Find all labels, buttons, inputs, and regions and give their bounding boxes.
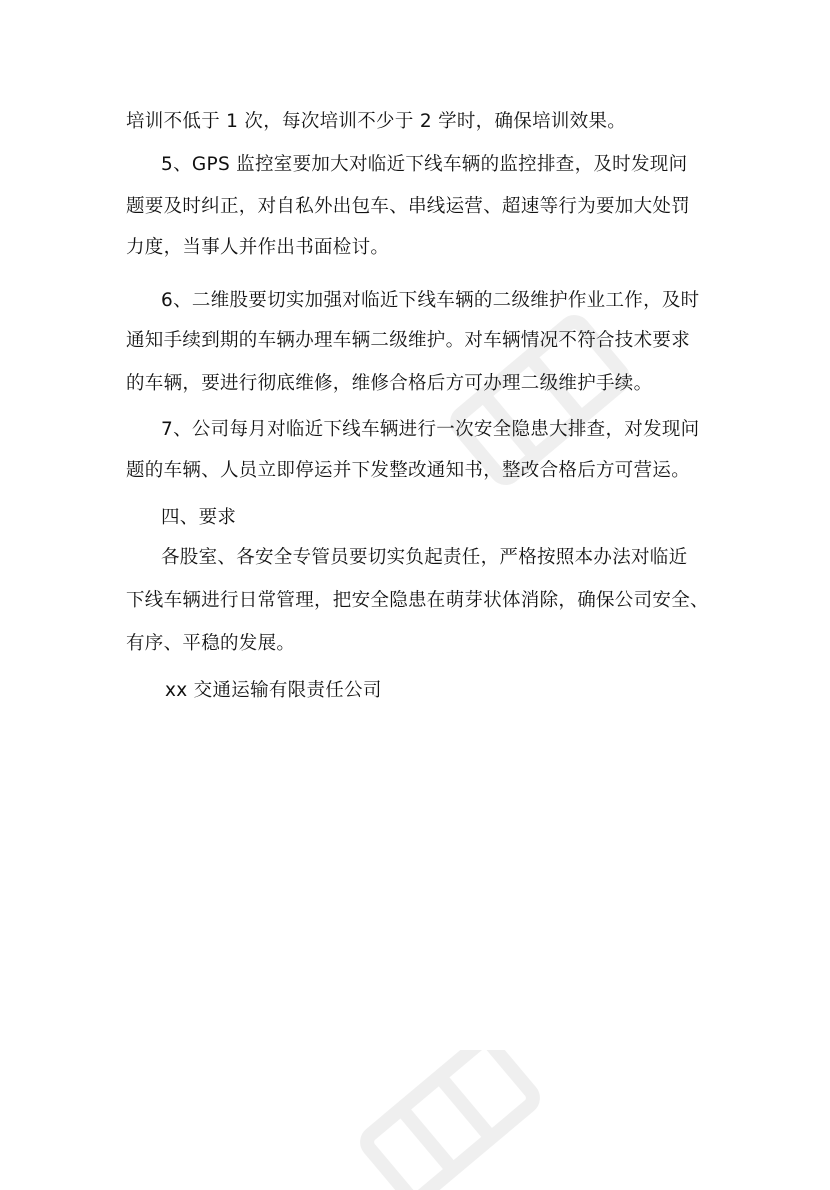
paragraph-line: 各股室、各安全专管员要切实负起责任，严格按照本办法对临近	[161, 547, 688, 568]
watermark-stamp-bottom	[360, 1050, 540, 1190]
paragraph-line: 下线车辆进行日常管理，把安全隐患在萌芽状体消除，确保公司安全、	[126, 590, 709, 611]
paragraph-line: 5、GPS 监控室要加大对临近下线车辆的监控排查，及时发现问	[161, 154, 688, 175]
paragraph-line: 题要及时纠正，对自私外出包车、串线运营、超速等行为要加大处罚	[126, 196, 691, 217]
section-heading: 四、要求	[161, 507, 237, 528]
paragraph-line: 力度，当事人并作出书面检讨。	[126, 237, 390, 258]
paragraph-line: 6、二维股要切实加强对临近下线车辆的二级维护作业工作，及时	[161, 290, 700, 311]
company-signature: xx 交通运输有限责任公司	[165, 680, 382, 701]
paragraph-line: 通知手续到期的车辆办理车辆二级维护。对车辆情况不符合技术要求	[126, 330, 691, 351]
paragraph-line: 题的车辆、人员立即停运并下发整改通知书，整改合格后方可营运。	[126, 460, 691, 481]
paragraph-line: 7、公司每月对临近下线车辆进行一次安全隐患大排查，对发现问	[161, 419, 700, 440]
paragraph-line: 培训不低于 1 次，每次培训不少于 2 学时，确保培训效果。	[126, 111, 627, 132]
paragraph-line: 的车辆，要进行彻底维修，维修合格后方可办理二级维护手续。	[126, 373, 653, 394]
paragraph-line: 有序、平稳的发展。	[126, 633, 296, 654]
